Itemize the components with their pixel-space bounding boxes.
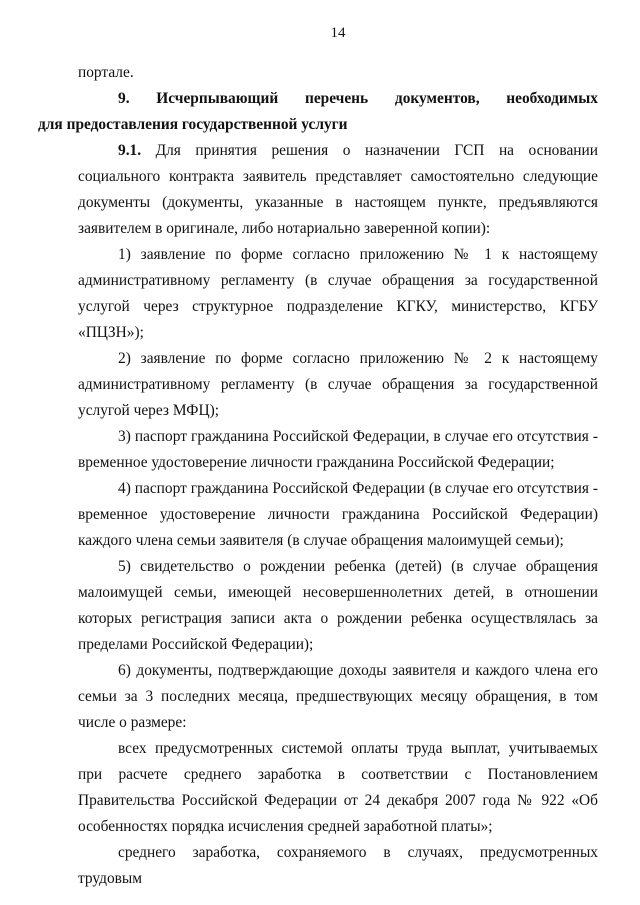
section-heading [38,86,598,138]
continuation-text: портале. [78,64,134,81]
sub-item-payments: всех предусмотренных системой оплаты труда выплат, учитываемых при расчете среднего заработка в соответствии с Постановлением Правительства Российской Федерации от 24 декабря 2007 года № 922 «Об особенностях порядка исчисления средней заработной платы»; [78,740,598,835]
page-number: 14 [330,25,346,41]
list-item-1: 1) заявление по форме согласно приложению № 1 к настоящему административному регламенту (в случае обращения за государственной услугой через структурное подразделение КГКУ, министерство, КГБУ «ПЦЗН»); [78,246,598,341]
list-item-4: 4) паспорт гражданина Российской Федерации (в случае его отсутствия - временное удостоверение личности гражданина Российской Федерации) каждого члена семьи заявителя (в случае обращения малоимущей семьи); [78,480,598,549]
section-heading-line2: для предоставления государственной услуги [38,116,348,133]
clause-paragraph [78,138,598,242]
document-body [38,60,598,892]
list-item-6: 6) документы, подтверждающие доходы заявителя и каждого члена его семьи за 3 последних месяца, предшествующих месяцу обращения, в том числе о размере: [78,662,598,731]
clause-number: 9.1. [118,142,142,159]
document-page [38,0,598,905]
list-item-2: 2) заявление по форме согласно приложению № 2 к настоящему административному регламенту (в случае обращения за государственной услугой через МФЦ); [78,350,598,419]
section-heading-line1: 9. Исчерпывающий перечень документов, необходимых [118,90,598,107]
sub-item-average-earnings: среднего заработка, сохраняемого в случаях, предусмотренных трудовым [78,844,598,887]
list-item-3: 3) паспорт гражданина Российской Федерации, в случае его отсутствия - временное удостоверение личности гражданина Российской Федерации; [78,428,598,471]
list-item-5: 5) свидетельство о рождении ребенка (детей) (в случае обращения малоимущей семьи, имеющей несовершеннолетних детей, в отношении которых регистрация записи акта о рождении ребенка осуществлялась за пределами Российской Федерации); [78,558,598,653]
clause-text: Для принятия решения о назначении ГСП на основании социального контракта заявитель представляет самостоятельно следующие документы (документы, указанные в настоящем пункте, предъявляются заявителем в оригинале, либо нотариально заверенной копии): [78,142,598,237]
